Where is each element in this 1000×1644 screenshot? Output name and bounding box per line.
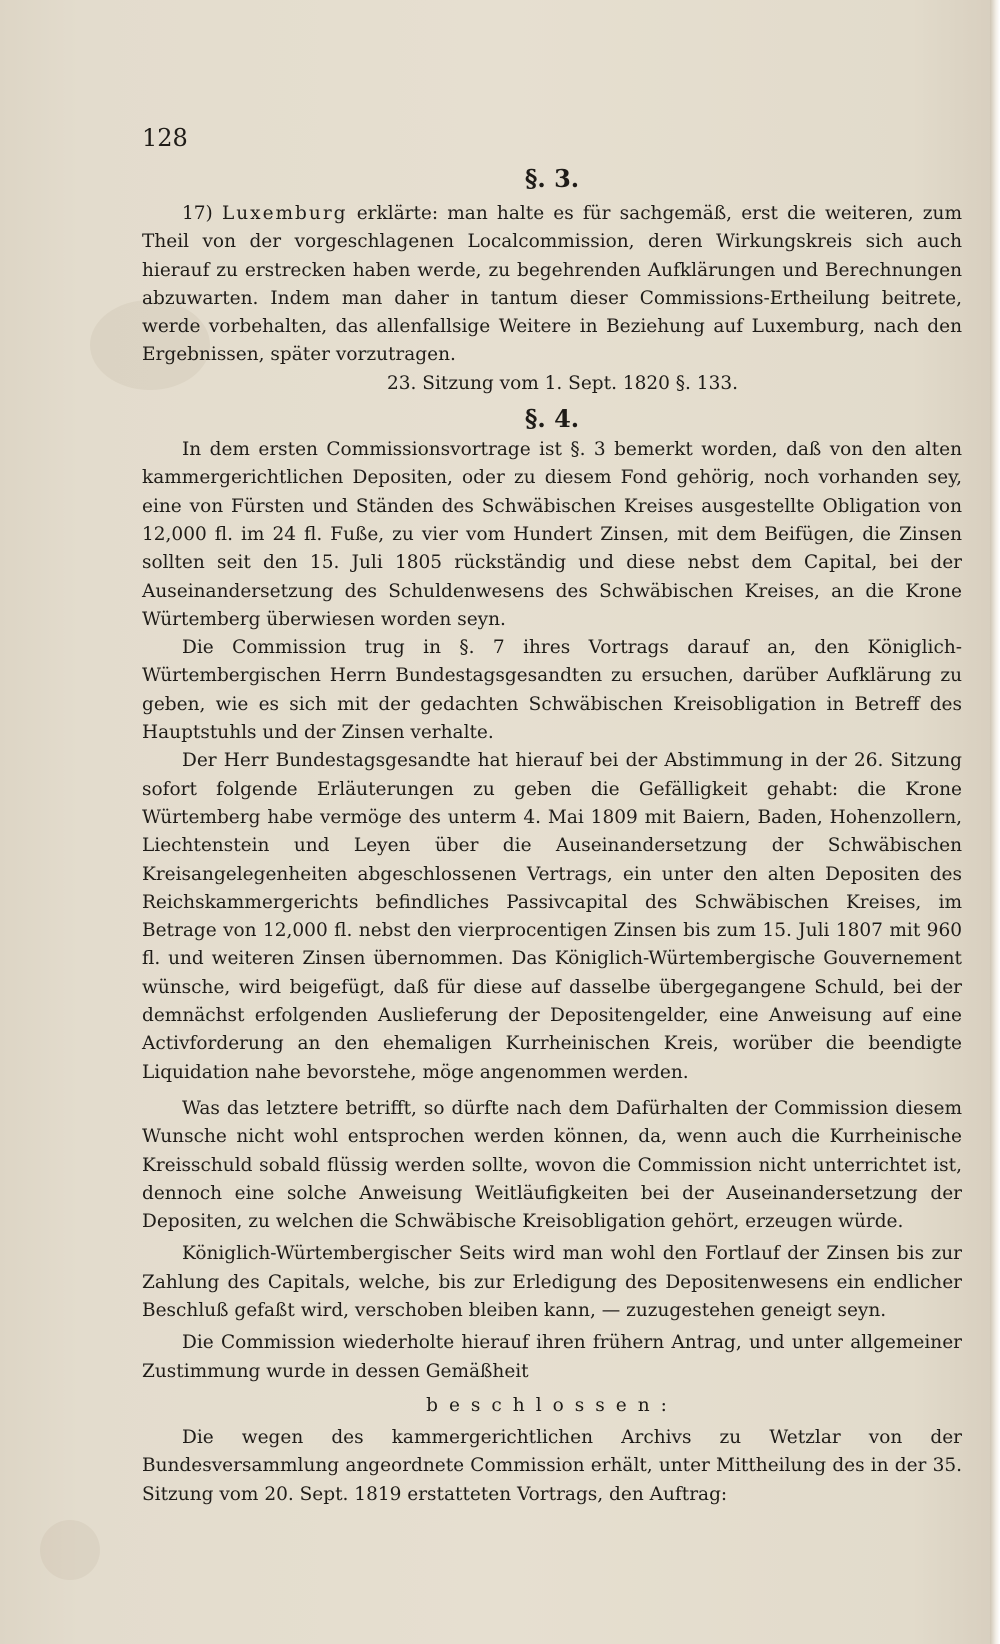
paragraph: Was das letztere betrifft, so dürfte nach dem Dafürhalten der Commission diesem Wunsche nicht wohl entsprochen werden können, da, wenn auch die Kurrheinische Kreisschuld sobald flüssig werden sollte, wovon die Commission nicht unterrichtet ist, dennoch eine solche Anweisung Weitläufigkeiten bei der Auseinandersetzung der Depositen, zu welchen die Schwäbische Kreisobligation gehört, erzeugen würde. [142,1097,962,1233]
section-heading-4: §. 4. [524,404,580,434]
paragraph: Die Commission trug in §. 7 ihres Vortrags darauf an, den Königlich-Würtembergischen Herrn Bundestagsgesandten zu ersuchen, darüber Aufklärung zu geben, wie es sich mit der gedachten Schwäbischen Kreisobligation in Betreff des Hauptstuhls und der Zinsen verhalte. [142,637,962,744]
page-number: 128 [142,124,188,152]
paragraph-17 [142,200,962,370]
paragraph: Königlich-Würtembergischer Seits wird man wohl den Fortlauf der Zinsen bis zur Zahlung des Capitals, welche, bis zur Erledigung des Depositenwesens ein endlicher Beschluß gefaßt wird, verschoben bleiben kann, — zuzugestehen geneigt seyn. [142,1243,962,1321]
paragraph: Die Commission wiederholte hierauf ihren frühern Antrag, und unter allgemeiner Zustimmung wurde in dessen Gemäßheit [142,1332,962,1382]
section-heading-3: §. 3. [524,164,580,193]
resolution-label: beschlossen: [426,1394,678,1416]
page-edge [990,0,1000,1644]
paragraph-number: 17) [182,203,213,224]
paragraph: Der Herr Bundestagsgesandte hat hierauf bei der Abstimmung in der 26. Sitzung sofort folgende Erläuterungen zu geben die Gefälligkeit gehabt: die Krone Würtemberg habe vermöge des unterm 4. Mai 1809 mit Baiern, Baden, Hohenzollern, Liechtenstein und Leyen über die Auseinandersetzung der Schwäbischen Kreisangelegenheiten abgeschlossenen Vertrags, ein unter den alten Depositen des Reichskammergerichts befindliches Passivcapital des Schwäbischen Kreises, im Betrage von 12,000 fl. nebst den vierprocentigen Zinsen bis zum 15. Juli 1807 mit 960 fl. und weiteren Zinsen übernommen. Das Königlich-Würtembergische Gouvernement wünsche, wird beigefügt, daß für diese auf dasselbe übergegangene Schuld, bei der demnächst erfolgenden Auslieferung der Depositengelder, eine Anweisung auf eine Activforderung an den ehemaligen Kurrheinischen Kreis, worüber die beendigte Liquidation nahe bevorstehe, möge angenommen werden. [142,750,962,1083]
paragraph: In dem ersten Commissionsvortrage ist §. 3 bemerkt worden, daß von den alten kammergerichtlichen Depositen, oder zu diesem Fond gehörig, noch vorhanden sey, eine von Fürsten und Ständen des Schwäbischen Kreises ausgestellte Obligation von 12,000 fl. im 24 fl. Fuße, zu vier vom Hundert Zinsen, mit dem Beifügen, die Zinsen sollten seit den 15. Juli 1805 rückständig und diese nebst dem Capital, bei der Auseinandersetzung des Schuldenwesens des Schwäbischen Kreises, an die Krone Würtemberg überwiesen worden seyn. [142,439,962,630]
paragraph-text: erklärte: man halte es für sachgemäß, erst die weiteren, zum Theil von der vorgeschlagenen Localcommission, deren Wirkungskreis sich auch hierauf zu erstrecken haben werde, zu begehrenden Aufklärungen und Berechnungen abzuwarten. Indem man daher in tantum dieser Commissions-Ertheilung beitrete, werde vorbehalten, das allenfallsige Weitere in Beziehung auf Luxemburg, nach den Ergebnissen, später vorzutragen. [142,203,963,366]
paper-stain [40,1520,100,1580]
session-reference: 23. Sitzung vom 1. Sept. 1820 §. 133. [387,372,738,394]
page-body [142,162,962,1509]
subject-name: Luxemburg [221,203,348,224]
final-paragraph: Die wegen des kammergerichtlichen Archivs zu Wetzlar von der Bundesversammlung angeordnete Commission erhält, unter Mittheilung des in der 35. Sitzung vom 20. Sept. 1819 erstatteten Vortrags, den Auftrag: [142,1427,962,1505]
